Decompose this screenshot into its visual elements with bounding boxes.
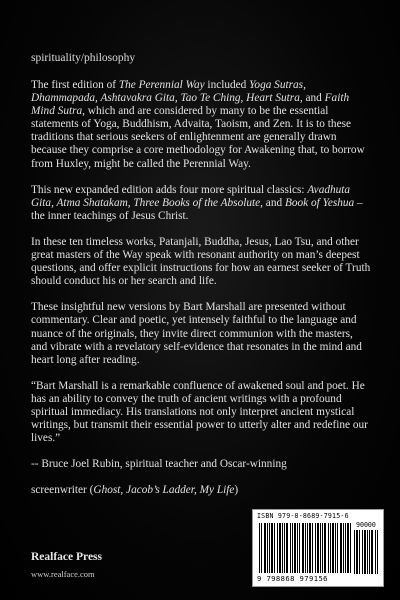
barcode-bar bbox=[305, 523, 306, 573]
barcode-bar bbox=[284, 523, 285, 573]
text-span: ) bbox=[234, 484, 239, 497]
book-title: Book of Yeshua bbox=[284, 196, 355, 209]
publisher-name: Realface Press bbox=[31, 551, 102, 563]
paragraph-first-edition bbox=[31, 79, 371, 171]
barcode-bar bbox=[292, 523, 293, 573]
barcode-supplement-bars bbox=[354, 530, 379, 574]
barcode-bar bbox=[286, 523, 288, 573]
barcode-bar bbox=[294, 523, 296, 573]
barcode-bar bbox=[261, 523, 262, 573]
barcode-bar bbox=[328, 523, 329, 573]
barcode-bar bbox=[340, 523, 342, 573]
barcode-bar bbox=[364, 530, 366, 574]
barcode-bar bbox=[356, 530, 358, 574]
barcode-bar bbox=[320, 523, 321, 573]
book-titles: Avadhuta Gita, Atma Shatakam, Three Books of the Absolute, bbox=[31, 183, 351, 209]
paragraph-masters: In these ten timeless works, Patanjali, Buddha, Jesus, Lao Tsu, and other great masters of the Way speak with resonant authority on man’s deepest questions, and offer explicit instructions for how an earnest seeker of Truth should conduct his or her search and life. bbox=[31, 235, 371, 288]
barcode-bar bbox=[299, 523, 300, 573]
barcode-bar bbox=[302, 523, 304, 573]
barcode-bar bbox=[345, 523, 346, 573]
publisher-url: www.realface.com bbox=[31, 569, 95, 579]
blurb-text bbox=[31, 79, 371, 510]
text-span: This new expanded edition adds four more spiritual classics: bbox=[31, 183, 308, 196]
barcode-bar bbox=[290, 523, 291, 573]
barcode-bar bbox=[269, 523, 270, 573]
text-span: and bbox=[262, 196, 285, 209]
film-titles: Ghost, Jacob’s Ladder, My Life bbox=[93, 484, 235, 497]
ean-digits: 9 798868 979156 bbox=[257, 574, 328, 583]
barcode-bar bbox=[369, 530, 370, 574]
text-span: which and are considered by many to be the essential statements of Yoga, Buddhism, Advaita, Taoism, and Zen. It is to these traditions that serious seekers of enlightenment are generally drawn because they comprise a core methodology for Awakening that, to borrow from Huxley, might be called the Perennial Way. bbox=[31, 105, 365, 170]
barcode-bar bbox=[354, 530, 355, 574]
barcode-bar bbox=[312, 523, 313, 573]
quote-attribution: -- Bruce Joel Rubin, spiritual teacher and Oscar-winning bbox=[31, 458, 287, 471]
barcode-bar bbox=[277, 523, 278, 573]
barcode-bar bbox=[309, 523, 311, 573]
barcode-bar bbox=[317, 523, 319, 573]
barcode-bar bbox=[274, 523, 275, 573]
barcode-supplement-number: 90000 bbox=[356, 521, 376, 529]
barcode-bar bbox=[324, 523, 326, 573]
text-span: – the inner teachings of Jesus Christ. bbox=[31, 196, 363, 222]
barcode-bar bbox=[343, 523, 344, 573]
barcode-bar bbox=[264, 523, 266, 573]
isbn-label: ISBN 979-8-8689-7915-6 bbox=[257, 512, 349, 520]
text-span: included bbox=[204, 79, 250, 91]
text-span: and bbox=[302, 92, 325, 105]
barcode-bar bbox=[267, 523, 268, 573]
barcode-bar bbox=[271, 523, 273, 573]
barcode-bar bbox=[330, 523, 331, 573]
paragraph-new-edition bbox=[31, 184, 371, 223]
book-titles: Yoga Sutras, Dhammapada, Ashtavakra Gita, Tao Te Ching, Heart Sutra, bbox=[31, 79, 306, 105]
endorsement-quote: “Bart Marshall is a remarkable confluence of awakened soul and poet. He has an ability to convey the truth of ancient writings with a profound spiritual immediacy. His translations not only interpret ancient mystical writings, but transmit their essential power to utterly alter and redefine our lives.” bbox=[31, 379, 368, 445]
paragraph-translations: These insightful new versions by Bart Marshall are presented without commentary. Clear and poetic, yet intensely faithful to the language and nuance of the originals, they invite direct communion with the masters, and vibrate with a revelatory self-evidence that resonates in the mind and heart long after reading. bbox=[31, 301, 362, 366]
text-span: The first edition of bbox=[31, 79, 119, 91]
barcode-bar bbox=[297, 523, 298, 573]
barcode-bar bbox=[337, 523, 338, 573]
book-title: Faith Mind Sutra, bbox=[31, 92, 350, 118]
barcode-bar bbox=[362, 530, 363, 574]
barcode-bar bbox=[371, 530, 373, 574]
barcode-bar bbox=[332, 523, 334, 573]
barcode-bar bbox=[375, 530, 376, 574]
barcode-bar bbox=[347, 523, 349, 573]
barcode-bar bbox=[367, 530, 368, 574]
barcode-bar bbox=[282, 523, 283, 573]
barcode-bar bbox=[259, 523, 260, 573]
barcode-bar bbox=[322, 523, 323, 573]
barcode-bar bbox=[350, 523, 351, 573]
barcode-bar bbox=[279, 523, 281, 573]
barcode-bar bbox=[377, 530, 378, 574]
category-label: spirituality/philosophy bbox=[31, 52, 136, 64]
text-span: screenwriter ( bbox=[31, 484, 94, 497]
barcode-bars bbox=[259, 523, 353, 575]
barcode-bar bbox=[307, 523, 308, 573]
barcode-bar bbox=[359, 530, 360, 574]
isbn-barcode bbox=[252, 509, 384, 587]
book-title: The Perennial Way bbox=[118, 79, 205, 91]
quote-attribution-continued bbox=[31, 484, 371, 497]
barcode-bar bbox=[315, 523, 316, 573]
barcode-bar bbox=[335, 523, 336, 573]
